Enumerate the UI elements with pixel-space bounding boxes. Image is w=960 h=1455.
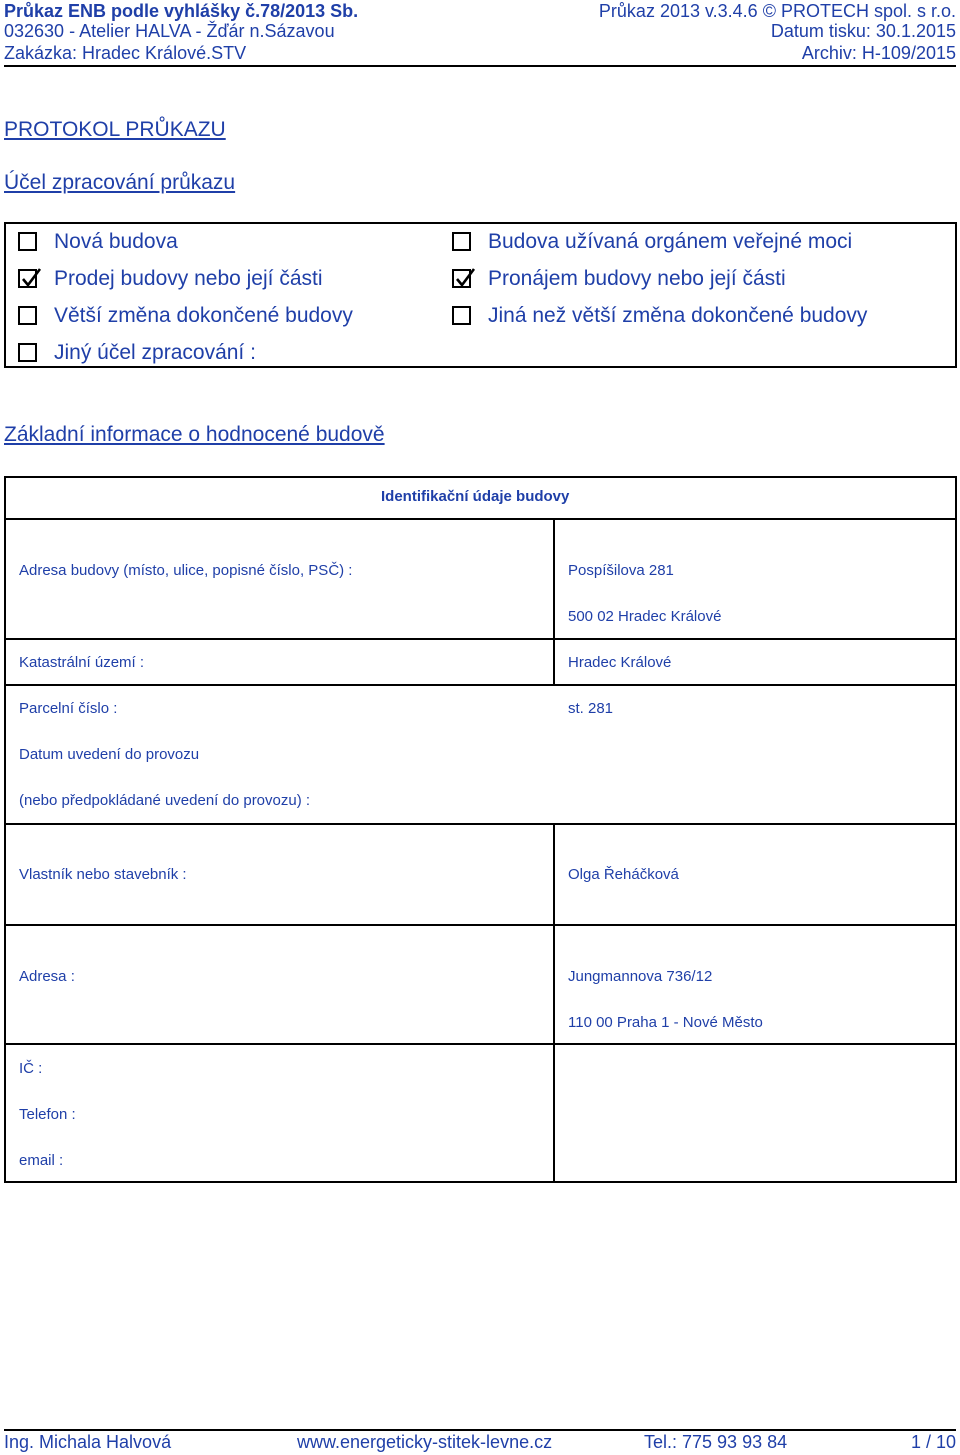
checkbox[interactable] [18,232,37,251]
footer-page-number: 1 / 10 [910,1432,956,1452]
phone-label: Telefon : [19,1106,76,1123]
row-divider [6,823,955,825]
address-line-2: 500 02 Hradec Králové [568,608,722,625]
checkbox[interactable] [452,269,471,288]
column-divider [553,518,555,685]
cadastral-label: Katastrální území : [19,654,145,671]
commissioning-label-1: Datum uvedení do provozu [19,746,200,763]
purpose-label: Pronájem budovy nebo její části [488,267,786,290]
address-line-1: Pospíšilova 281 [568,562,674,579]
owner-address-line-1: Jungmannova 736/12 [568,968,713,985]
job-name: Zakázka: Hradec Králové.STV [4,43,247,63]
row-divider [6,518,955,520]
parcel-label: Parcelní číslo : [19,700,118,717]
row-divider [6,684,955,686]
print-date: Datum tisku: 30.1.2015 [770,21,956,41]
footer-website[interactable]: www.energeticky-stitek-levne.cz [297,1432,553,1452]
section-title-protokol: PROTOKOL PRŮKAZU [4,118,226,141]
purpose-label: Jiná než větší změna dokončené budovy [488,304,868,327]
table-heading: Identifikační údaje budovy [381,488,570,505]
email-label: email : [19,1152,64,1169]
check-icon [455,267,477,289]
purpose-label: Větší změna dokončené budovy [54,304,353,327]
footer-author: Ing. Michala Halvová [4,1432,172,1452]
address-label: Adresa budovy (místo, ulice, popisné číslo, PSČ) : [19,562,353,579]
row-divider [6,1043,955,1045]
cadastral-value: Hradec Králové [568,654,672,671]
ic-label: IČ : [19,1060,43,1077]
owner-address-label: Adresa : [19,968,75,985]
checkbox[interactable] [18,269,37,288]
section-title-ucel: Účel zpracování průkazu [4,171,236,194]
purpose-label: Jiný účel zpracování : [54,341,256,364]
footer-phone: Tel.: 775 93 93 84 [644,1432,788,1452]
checkbox[interactable] [452,306,471,325]
owner-label: Vlastník nebo stavebník : [19,866,187,883]
row-divider [6,638,955,640]
checkbox[interactable] [18,343,37,362]
purpose-box [4,222,957,368]
software-version: Průkaz 2013 v.3.4.6 © PROTECH spol. s r.o. [598,1,956,21]
purpose-label: Budova užívaná orgánem veřejné moci [488,230,853,253]
column-divider [553,823,555,1183]
commissioning-label-2: (nebo předpokládané uvedení do provozu) : [19,792,311,809]
section-title-zakladni: Základní informace o hodnocené budově [4,423,385,446]
owner-value: Olga Řeháčková [568,866,679,883]
checkbox[interactable] [18,306,37,325]
identification-table [4,476,957,1183]
check-icon [21,267,43,289]
archive-number: Archiv: H-109/2015 [801,43,956,63]
checkbox[interactable] [452,232,471,251]
document-title: Průkaz ENB podle vyhlášky č.78/2013 Sb. [4,1,359,21]
parcel-value: st. 281 [568,700,614,717]
header-divider [4,65,956,67]
owner-address-line-2: 110 00 Praha 1 - Nové Město [568,1014,763,1031]
purpose-label: Nová budova [54,230,178,253]
company-name: 032630 - Atelier HALVA - Žďár n.Sázavou [4,21,335,41]
purpose-label: Prodej budovy nebo její části [54,267,323,290]
row-divider [6,924,955,926]
